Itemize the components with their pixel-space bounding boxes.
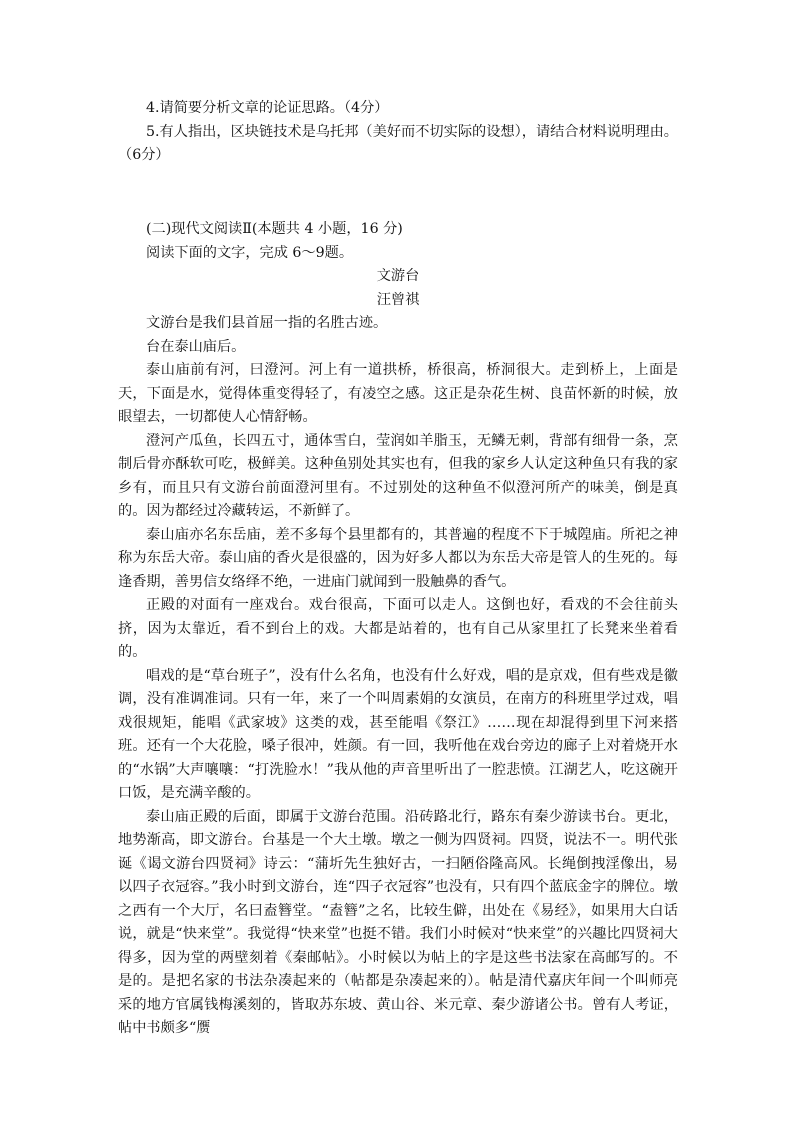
question-4: 4.请简要分析文章的论证思路。（4分）: [146, 100, 389, 116]
article-title: 文游台: [376, 268, 420, 284]
article-paragraph: 文游台是我们县首屈一指的名胜古迹。: [146, 315, 388, 331]
article-paragraph: 澄河产瓜鱼，长四五寸，通体雪白，莹润如羊脂玉，无鳞无刺，背部有细骨一条，烹制后骨亦酥软可吃，极鲜美。这种鱼别处其实也有，但我的家乡人认定这种鱼只有我的家乡有，而且只有文游台前面澄河里有。不过别处的这种鱼不似澄河所产的味美，倒是真的。因为都经过冷藏转运，不新鲜了。: [118, 432, 678, 519]
question-5: 5.有人指出，区块链技术是乌托邦（美好而不切实际的设想），请结合材料说明理由。（6分）: [118, 123, 678, 163]
article-paragraph: 泰山庙正殿的后面，即属于文游台范围。沿砖路北行，路东有秦少游读书台。更北，地势渐高，即文游台。台基是一个大土墩。墩之一侧为四贤祠。四贤，说法不一。明代张诞《谒文游台四贤祠》诗云：“蒲圻先生独好古，一扫陋俗隆高风。长绳倒拽淫像出，易以四子衣冠容。”我小时到文游台，连“四子衣冠容”也没有，只有四个蓝底金字的牌位。墩之西有一个大厅，名曰盍簪堂。“盍簪”之名，比较生僻，出处在《易经》，如果用大白话说，就是“快来堂”。我觉得“快来堂”也挺不错。我们小时候对“快来堂”的兴趣比四贤祠大得多，因为堂的两壁刻着《秦邮帖》。小时候以为帖上的字是这些书法家在高邮写的。不是的。是把名家的书法杂凑起来的（帖都是杂凑起来的）。帖是清代嘉庆年间一个叫师亮采的地方官属钱梅溪刻的，皆取苏东坡、黄山谷、米元章、秦少游诸公书。曾有人考证，帖中书颇多“赝: [118, 808, 678, 1036]
section-instruction: 阅读下面的文字，完成 6～9题。: [146, 244, 354, 261]
article-paragraph: 台在泰山庙后。: [146, 338, 246, 355]
article-paragraph: 唱戏的是“草台班子”，没有什么名角，也没有什么好戏，唱的是京戏，但有些戏是徽调，没有准调准词。只有一年，来了一个叫周素娟的女演员，在南方的科班里学过戏，唱戏很规矩，能唱《武家坡》这类的戏，甚至能唱《祭江》……现在却混得到里下河来搭班。还有一个大花脸，嗓子很冲，姓颜。有一回，我听他在戏台旁边的廊子上对着烧开水的“水锅”大声嚷嚷：“打洗脸水！”我从他的声音里听出了一腔悲愤。江湖艺人，吃这碗开口饭，是充满辛酸的。: [118, 667, 678, 801]
article-paragraph: 正殿的对面有一座戏台。戏台很高，下面可以走人。这倒也好，看戏的不会往前头挤，因为太靠近，看不到台上的戏。大都是站着的，也有自己从家里扛了长凳来坐着看的。: [118, 597, 678, 660]
reading-section: [118, 218, 678, 1041]
article-paragraph: 泰山庙前有河，曰澄河。河上有一道拱桥，桥很高，桥洞很大。走到桥上，上面是天，下面是水，觉得体重变得轻了，有凌空之感。这正是杂花生树、良苗怀新的时候，放眼望去，一切都使人心情舒畅。: [118, 362, 678, 425]
section-heading: (二)现代文阅读Ⅱ(本题共 4 小题，16 分): [146, 221, 403, 237]
questions-block: [118, 97, 678, 168]
article-paragraph: 泰山庙亦名东岳庙，差不多每个县里都有的，其普遍的程度不下于城隍庙。所祀之神称为东岳大帝。泰山庙的香火是很盛的，因为好多人都以为东岳大帝是管人的生死的。每逢香期，善男信女络绎不绝，一进庙门就闻到一股触鼻的香气。: [118, 526, 678, 590]
article-author: 汪曾祺: [376, 291, 420, 308]
